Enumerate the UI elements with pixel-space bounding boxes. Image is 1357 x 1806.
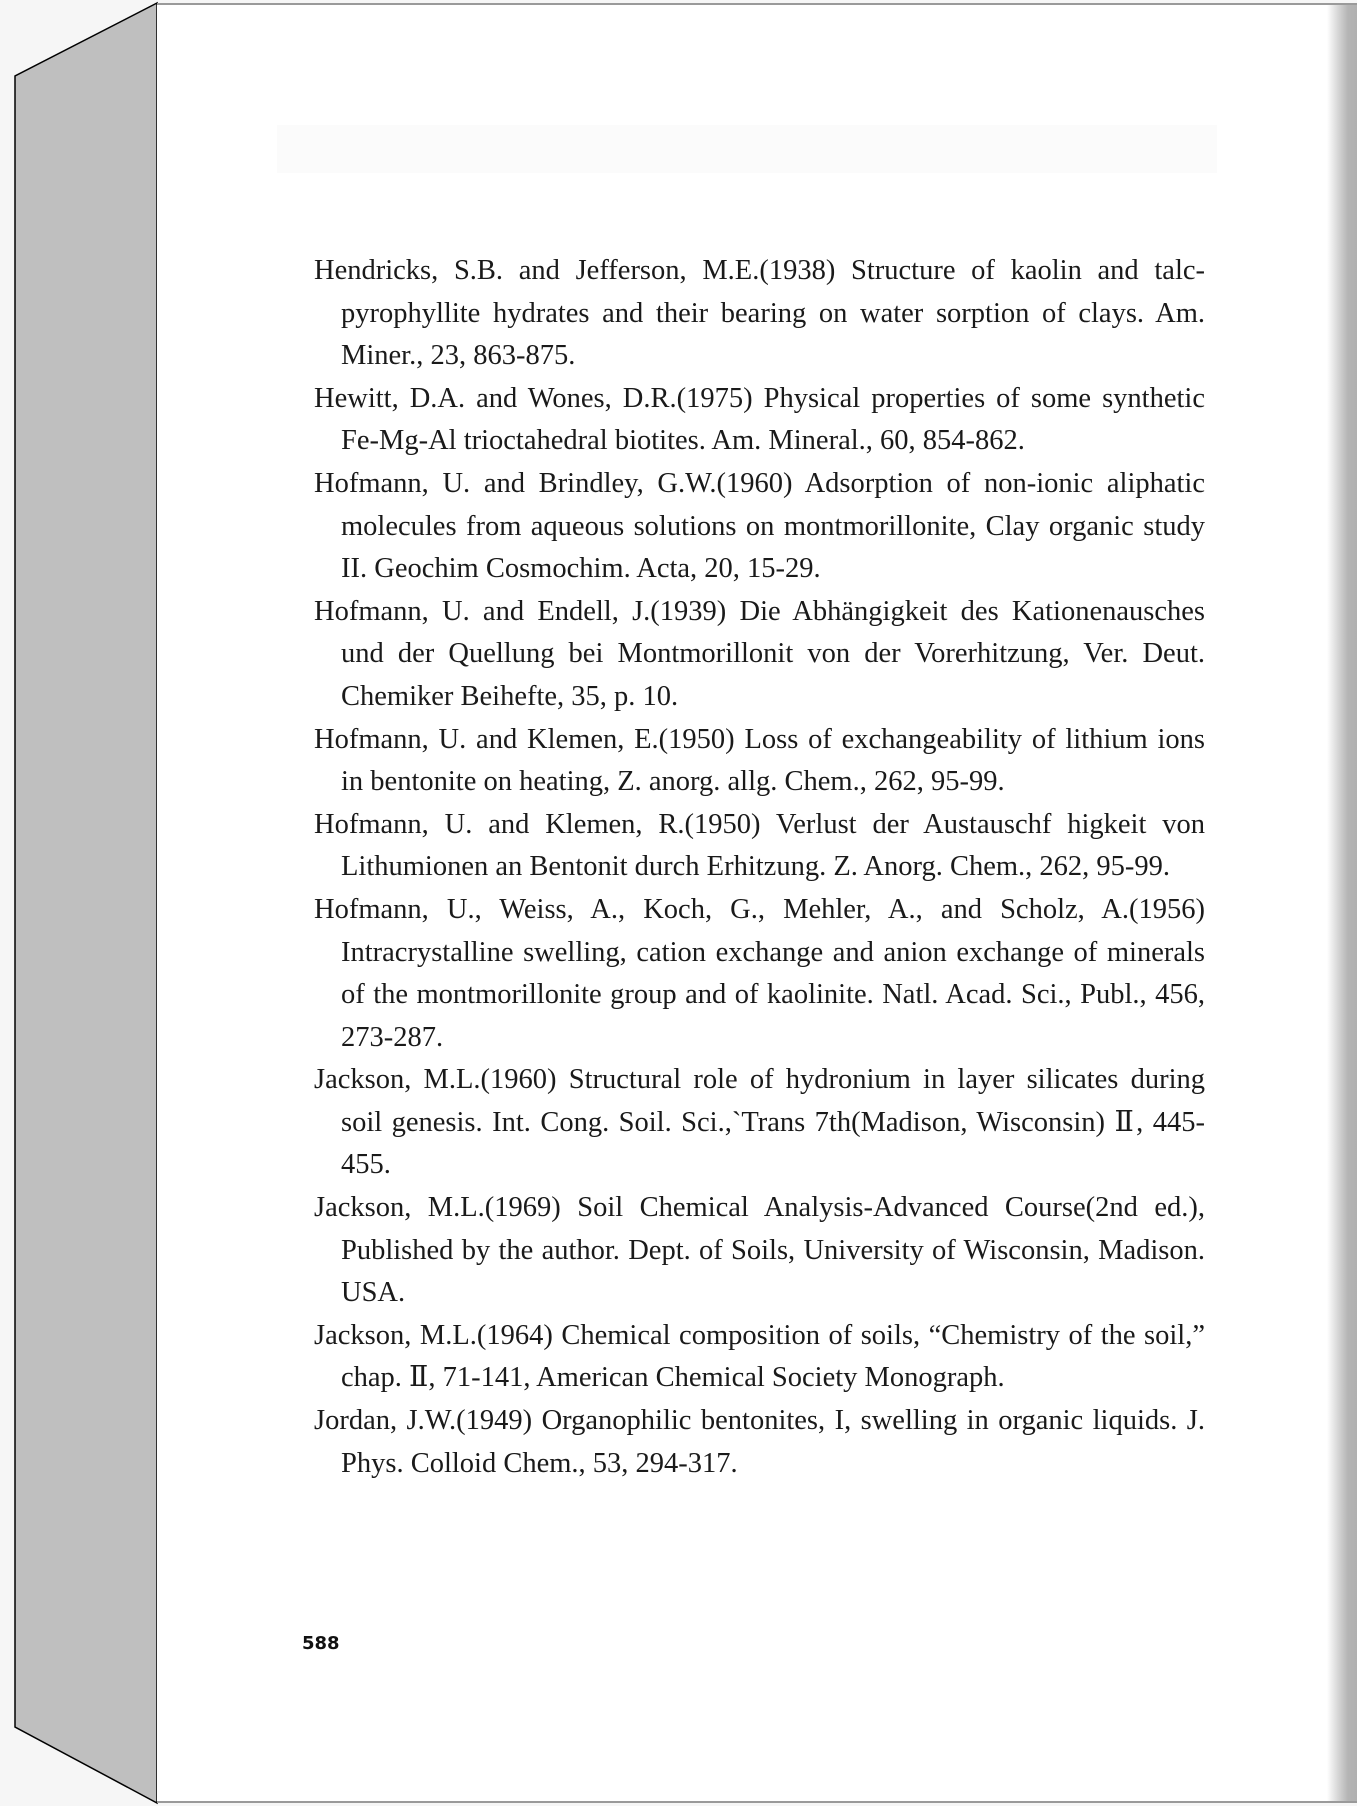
page-number: 588 bbox=[302, 1633, 340, 1654]
reference-list bbox=[314, 250, 1205, 1485]
reference-entry: Hofmann, U., Weiss, A., Koch, G., Mehler, A., and Scholz, A.(1956) Intracrystalline swelling, cation exchange and anion exchange of minerals of the montmorillonite group and of kaolinite. Natl. Acad. Sci., Publ., 456, 273-287. bbox=[314, 893, 1205, 1053]
reference-entry: Hewitt, D.A. and Wones, D.R.(1975) Physical properties of some synthetic Fe-Mg-Al trioctahedral biotites. Am. Mineral., 60, 854-862. bbox=[314, 382, 1205, 457]
reference-entry: Hofmann, U. and Klemen, E.(1950) Loss of exchangeability of lithium ions in bentonite on heating, Z. anorg. allg. Chem., 262, 95-99. bbox=[314, 723, 1205, 798]
reference-entry: Jackson, M.L.(1960) Structural role of hydronium in layer silicates during soil genesis. Int. Cong. Soil. Sci.,`Trans 7th(Madison, Wisconsin) Ⅱ, 445-455. bbox=[314, 1064, 1205, 1181]
page-edge-shadow bbox=[1327, 5, 1357, 1801]
reference-entry: Jackson, M.L.(1964) Chemical composition of soils, “Chemistry of the soil,” chap. Ⅱ, 71-141, American Chemical Society Monograph. bbox=[314, 1319, 1205, 1394]
document-page bbox=[157, 3, 1357, 1803]
reference-entry: Hofmann, U. and Brindley, G.W.(1960) Adsorption of non-ionic aliphatic molecules from aqueous solutions on montmorillonite, Clay organic study II. Geochim Cosmochim. Acta, 20, 15-29. bbox=[314, 467, 1205, 585]
reference-entry: Hendricks, S.B. and Jefferson, M.E.(1938) Structure of kaolin and talc-pyrophyllite hydrates and their bearing on water sorption of clays. Am. Miner., 23, 863-875. bbox=[314, 255, 1205, 372]
reference-entry: Hofmann, U. and Endell, J.(1939) Die Abhängigkeit des Kationenausches und der Quellung bei Montmorillonit von der Vorerhitzung, Ver. Deut. Chemiker Beihefte, 35, p. 10. bbox=[314, 595, 1205, 712]
reference-entry: Hofmann, U. and Klemen, R.(1950) Verlust der Austauschf higkeit von Lithumionen an Bentonit durch Erhitzung. Z. Anorg. Chem., 262, 95-99. bbox=[314, 808, 1205, 883]
reference-entry: Jackson, M.L.(1969) Soil Chemical Analysis-Advanced Course(2nd ed.), Published by the author. Dept. of Soils, University of Wisconsin, Madison. USA. bbox=[314, 1192, 1205, 1309]
reference-entry: Jordan, J.W.(1949) Organophilic bentonites, I, swelling in organic liquids. J. Phys. Colloid Chem., 53, 294-317. bbox=[314, 1405, 1205, 1479]
scan-artifact bbox=[277, 125, 1217, 173]
